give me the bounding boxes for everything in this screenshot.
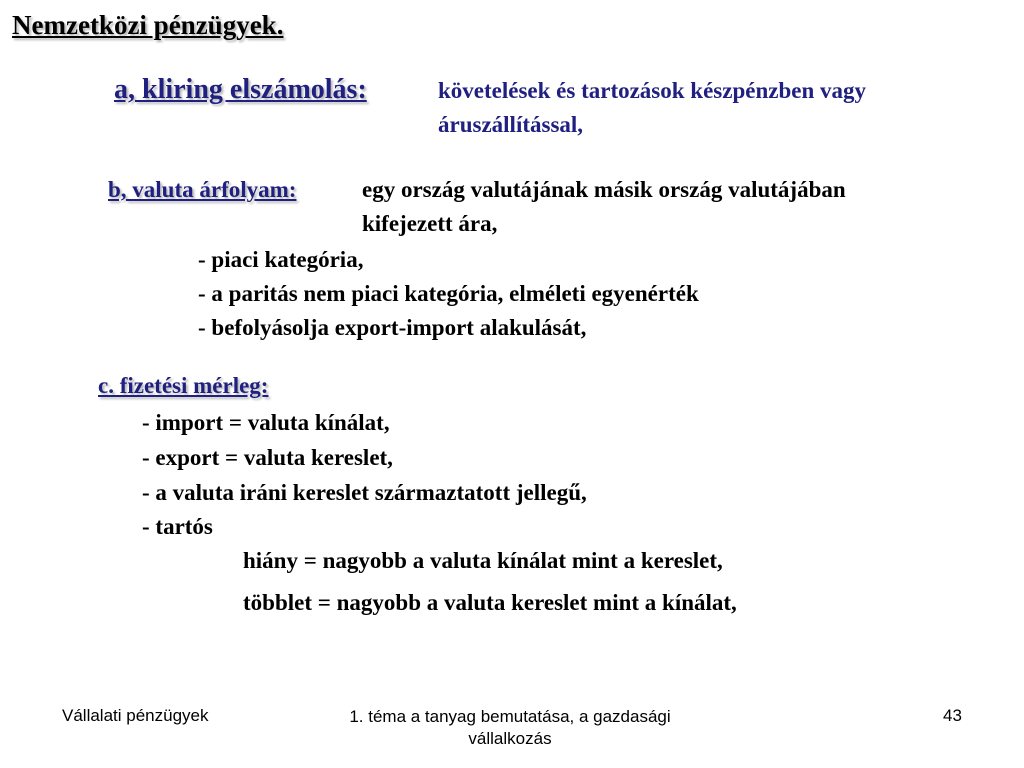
section-a-text-line2: áruszállítással, [438, 112, 584, 137]
section-a-text-line1: követelések és tartozások készpénzben vagy [438, 78, 867, 103]
section-b-bullet: - befolyásolja export-import alakulását, [198, 315, 587, 340]
footer-page-number: 43 [943, 706, 962, 725]
section-c-sub-line: hiány = nagyobb a valuta kínálat mint a kereslet, [243, 548, 723, 573]
section-c-bullet: - import = valuta kínálat, [142, 410, 390, 435]
section-c-sub-line: többlet = nagyobb a valuta kereslet mint a kínálat, [243, 590, 737, 615]
section-a-heading: a, kliring elszámolás: [114, 74, 367, 105]
section-b-heading: b, valuta árfolyam: [108, 177, 297, 202]
footer-topic: 1. téma a tanyag bemutatása, a gazdasági vállalkozás [349, 707, 671, 748]
section-b-text-line2: kifejezett ára, [362, 211, 498, 236]
footer-course-name: Vállalati pénzügyek [62, 706, 209, 725]
slide-title: Nemzetközi pénzügyek. [12, 10, 284, 40]
section-c-bullet: - export = valuta kereslet, [142, 445, 393, 470]
section-b-bullet: - piaci kategória, [198, 247, 364, 272]
section-b-bullet: - a paritás nem piaci kategória, elméleti egyenérték [198, 281, 699, 306]
section-c-bullet: - tartós [142, 514, 213, 539]
section-c-heading: c. fizetési mérleg: [98, 373, 269, 398]
section-b-text-line1: egy ország valutájának másik ország valutájában [362, 177, 846, 202]
section-c-bullet: - a valuta iráni kereslet származtatott jellegű, [142, 480, 587, 505]
